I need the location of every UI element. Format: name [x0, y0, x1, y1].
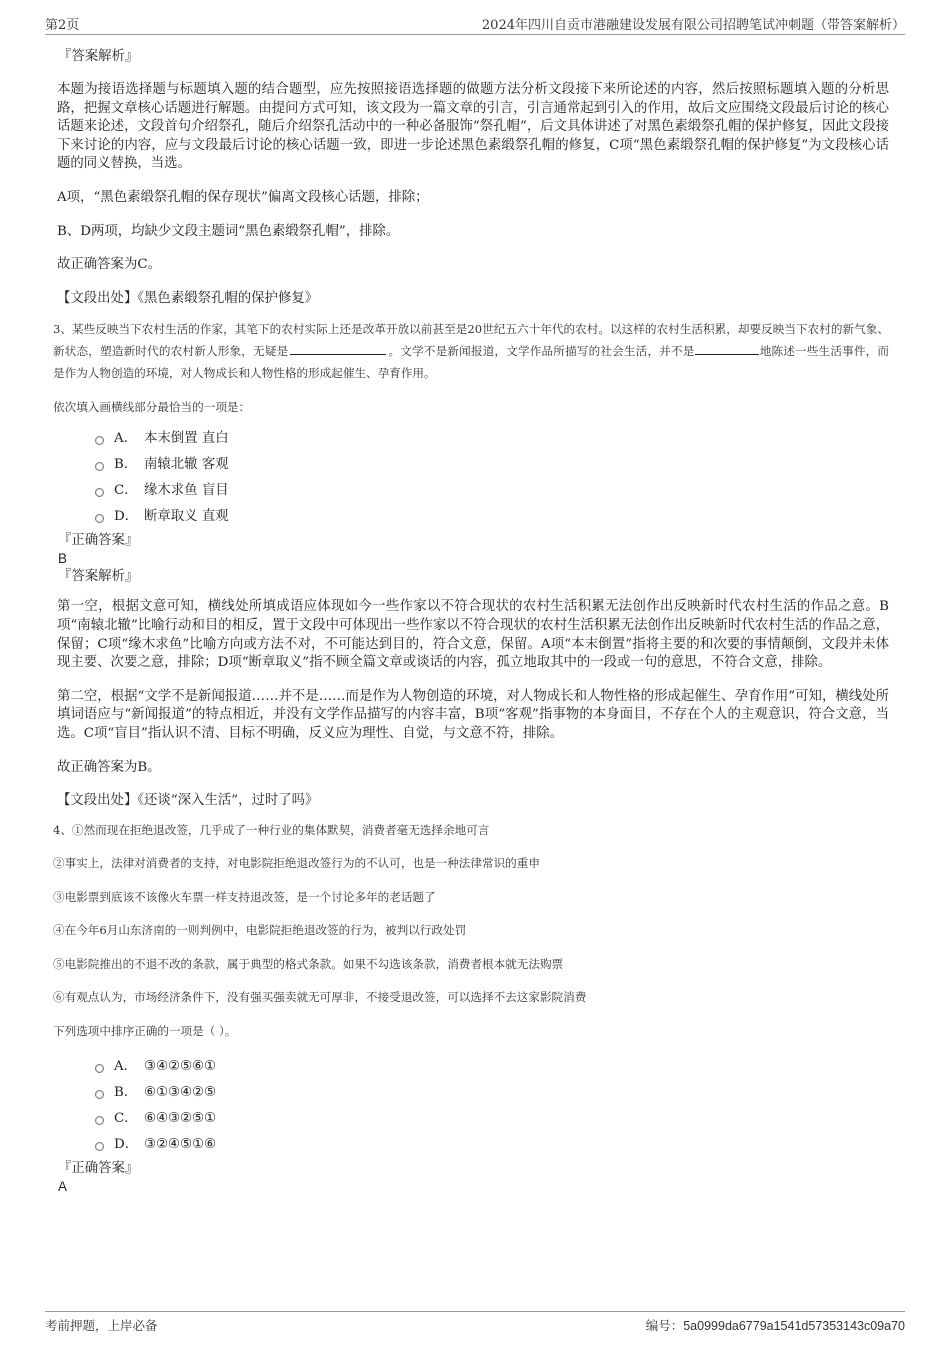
q4-correct-label: 『正确答案』 — [58, 1160, 139, 1176]
document-body — [53, 48, 889, 1196]
q4-option-a[interactable] — [95, 1054, 889, 1080]
q4-sentence: ③电影票到底该不该像火车票一样支持退改签，是一个讨论多年的老话题了 — [53, 889, 436, 904]
q3-stem-part-3: 地陈述一些生活事件，而是作为人物创造的环境，对人物成长和人物性格的形成起催生、孕育作用。 — [53, 344, 889, 381]
option-letter: D． — [114, 509, 139, 525]
q3-blank-1 — [290, 342, 386, 355]
q3-analysis-conclusion: 故正确答案为B。 — [57, 759, 161, 775]
q3-option-c[interactable] — [95, 478, 889, 504]
page-header — [45, 14, 905, 35]
q3-stem — [53, 318, 889, 384]
q2-analysis-paragraph-3: B、D两项，均缺少文段主题词“黑色素缎祭孔帽”，排除。 — [57, 223, 400, 239]
q2-analysis-paragraph-1: 本题为接语选择题与标题填入题的结合题型，应先按照接语选择题的做题方法分析文段接下来所论述的内容，然后按照标题填入题的分析思路，把握文章核心话题进行解题。由提问方式可知，该文段为一篇文章的引言，引言通常起到引入的作用，故后文应围绕文段最后讨论的核心话题来论述，文段首句介绍祭孔，随后介绍祭孔活动中的一种必备服饰“祭孔帽”，后文具体讲述了对黑色素缎祭孔帽的保护修复，因此文段接下来讨论的内容，应与文段最后讨论的核心话题一致，即进一步论述黑色素缎祭孔帽的修复，C项“黑色素缎祭孔帽的保护修复”为文段核心话题的同义替换，当选。 — [57, 82, 889, 172]
option-letter: A． — [114, 1058, 138, 1074]
option-letter: B． — [114, 1084, 138, 1100]
q3-option-d[interactable] — [95, 504, 889, 530]
code-label: 编号： — [645, 1318, 684, 1333]
option-text: 南辕北辙 客观 — [144, 457, 229, 473]
option-letter: C． — [114, 1110, 138, 1126]
q2-analysis-conclusion: 故正确答案为C。 — [57, 257, 161, 273]
radio-icon[interactable] — [95, 1064, 104, 1073]
q4-sentence: ④在今年6月山东济南的一则判例中，电影院拒绝退改签的行为，被判以行政处罚 — [53, 923, 467, 938]
q3-prompt: 依次填入画横线部分最恰当的一项是： — [53, 400, 251, 415]
option-letter: B． — [114, 457, 138, 473]
q2-analysis-label: 『答案解析』 — [58, 49, 139, 64]
q4-sentence: ⑤电影院推出的不退不改的条款，属于典型的格式条款。如果不勾选该条款，消费者根本就无法购票 — [53, 956, 564, 971]
q4-option-c[interactable] — [95, 1106, 889, 1132]
radio-icon[interactable] — [95, 1116, 104, 1125]
footer-slogan: 考前押题，上岸必备 — [45, 1318, 158, 1333]
option-letter: D． — [114, 1136, 139, 1152]
option-text: ⑥④③②⑤① — [144, 1110, 217, 1126]
q3-option-b[interactable] — [95, 452, 889, 478]
radio-icon[interactable] — [95, 1142, 104, 1151]
option-text: ③④②⑤⑥① — [144, 1058, 217, 1074]
q4-option-d[interactable] — [95, 1132, 889, 1158]
option-text: 本末倒置 直白 — [144, 431, 229, 447]
option-text: 缘木求鱼 盲目 — [144, 483, 229, 499]
radio-icon[interactable] — [95, 488, 104, 497]
q3-analysis-paragraph-1: 第一空，根据文意可知，横线处所填成语应体现如今一些作家以不符合现状的农村生活积累无法创作出反映新时代农村生活的作品之意。B项“南辕北辙”比喻行动和目的相反，置于文段中可体现出一些作家以不符合现状的农村生活积累无法创作出反映新时代农村生活的作品之意，保留；C项“缘木求鱼”比喻方向或方法不对，不可能达到目的，符合文意，保留。A项“本末倒置”指将主要的和次要的事情颠倒，文段并未体现主要、次要之意，排除；D项“断章取义”指不顾全篇文章或谈话的内容，孤立地取其中的一段或一句的意思，不符合文意，排除。 — [57, 599, 889, 671]
q3-analysis-paragraph-2: 第二空，根据“文学不是新闻报道……并不是……而是作为人物创造的环境，对人物成长和人物性格的形成起催生、孕育作用”可知，横线处所填词语应与“新闻报道”的特点相近，并没有文学作品描写的内容丰富，B项“客观”指事物的本身面目，不存在个人的主观意识，符合文意，当选。C项“盲目”指认识不清、目标不明确，反义应为理性、自觉，与文意不符，排除。 — [57, 688, 889, 741]
q3-stem-part-2: 。文学不是新闻报道，文学作品所描写的社会生活，并不是 — [388, 344, 695, 359]
q3-options — [95, 426, 889, 530]
q3-correct-answer: B — [58, 551, 67, 567]
q3-option-a[interactable] — [95, 426, 889, 452]
q3-correct-label: 『正确答案』 — [58, 533, 139, 549]
q4-prompt: 下列选项中排序正确的一项是（ ）。 — [53, 1023, 237, 1038]
option-text: 断章取义 直观 — [144, 509, 229, 525]
q4-sentence: 4、①然而现在拒绝退改签，几乎成了一种行业的集体默契，消费者毫无选择余地可言 — [53, 822, 490, 837]
option-text: ⑥①③④②⑤ — [144, 1084, 217, 1100]
q2-source: 【文段出处】《黑色素缎祭孔帽的保护修复》 — [57, 290, 319, 306]
page-number: 第2页 — [45, 18, 80, 33]
q2-analysis-paragraph-2: A项，“黑色素缎祭孔帽的保存现状”偏离文段核心话题，排除； — [57, 189, 429, 205]
q4-option-b[interactable] — [95, 1080, 889, 1106]
radio-icon[interactable] — [95, 436, 104, 445]
q3-analysis-label: 『答案解析』 — [58, 569, 139, 585]
option-letter: C． — [114, 483, 138, 499]
q4-sentences — [53, 819, 889, 1042]
q3-stem-part-1: 3、某些反映当下农村生活的作家，其笔下的农村实际上还是改革开放以前甚至是20世纪五六十年代的农村。以这样的农村生活积累，却要反映当下农村的新气象、新状态，塑造新时代的农村新人形象，无疑是 — [53, 322, 889, 359]
code-value: 5a0999da6779a1541d57353143c09a70 — [683, 1319, 905, 1333]
radio-icon[interactable] — [95, 462, 104, 471]
q4-sentence: ⑥有观点认为，市场经济条件下，没有强买强卖就无可厚非，不接受退改签，可以选择不去这家影院消费 — [53, 990, 587, 1005]
q4-sentence: ②事实上，法律对消费者的支持，对电影院拒绝退改签行为的不认可，也是一种法律常识的重申 — [53, 856, 540, 871]
document-code — [646, 1316, 905, 1334]
radio-icon[interactable] — [95, 514, 104, 523]
document-title: 2024年四川自贡市港融建设发展有限公司招聘笔试冲刺题（带答案解析） — [481, 18, 905, 33]
option-letter: A． — [114, 431, 138, 447]
option-text: ③②④⑤①⑥ — [144, 1136, 217, 1152]
page-footer — [45, 1311, 905, 1334]
q4-correct-answer: A — [58, 1178, 67, 1194]
radio-icon[interactable] — [95, 1090, 104, 1099]
q3-source: 【文段出处】《还谈“深入生活”，过时了吗》 — [57, 793, 319, 809]
q3-blank-2 — [695, 342, 759, 355]
q4-options — [95, 1054, 889, 1158]
